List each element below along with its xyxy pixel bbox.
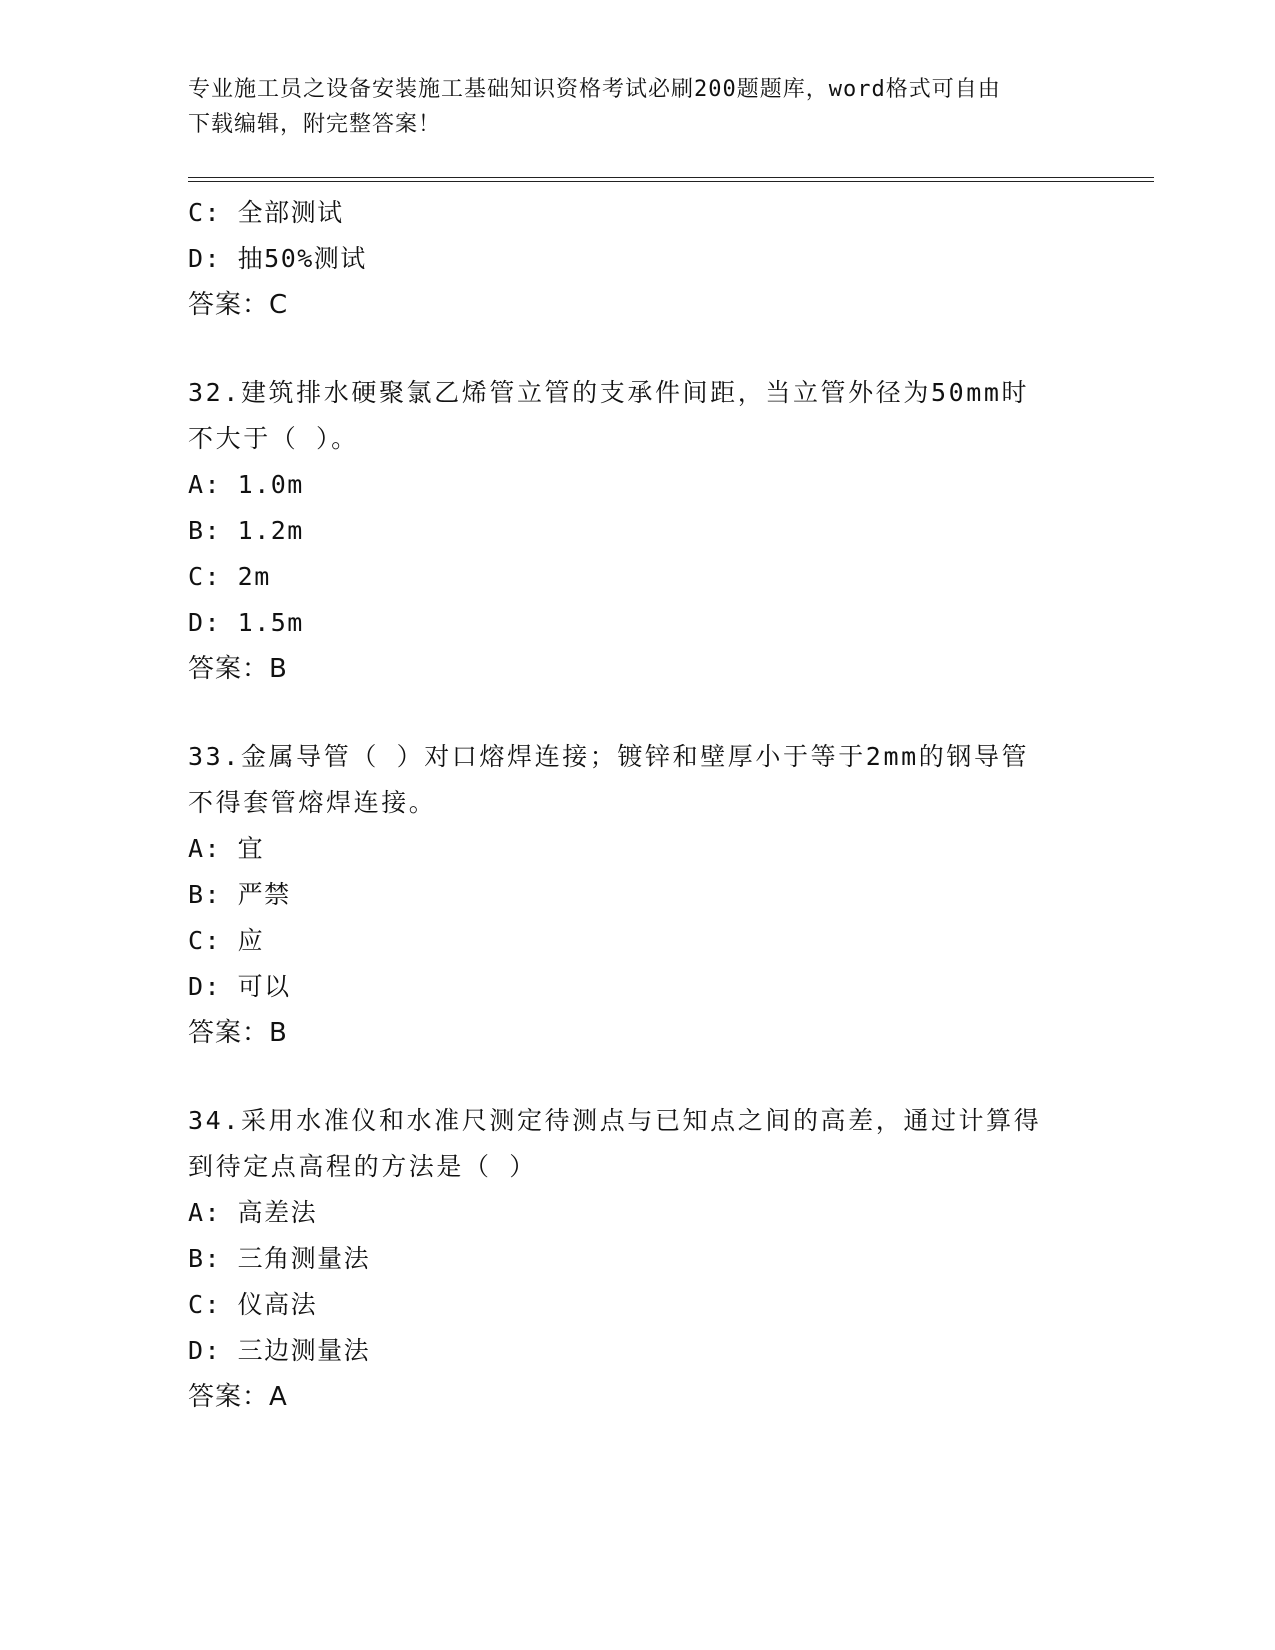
option-a: A: 1.0m [188, 470, 304, 499]
header-divider-bottom [188, 181, 1154, 182]
question-text-line-1: 33.金属导管（ ）对口熔焊连接；镀锌和壁厚小于等于2mm的钢导管 [188, 742, 1030, 771]
question-32 [188, 370, 1088, 692]
spacer [188, 692, 1088, 734]
header-divider-top [188, 177, 1154, 178]
option-b: B: 严禁 [188, 880, 291, 909]
answer: 答案：B [188, 1018, 288, 1048]
option-c: C: 全部测试 [188, 198, 344, 227]
spacer [188, 1056, 1088, 1098]
option-d: D: 抽50%测试 [188, 244, 367, 273]
option-c: C: 2m [188, 562, 271, 591]
question-33 [188, 734, 1088, 1056]
option-a: A: 高差法 [188, 1198, 318, 1227]
option-c: C: 仪高法 [188, 1290, 318, 1319]
option-d: D: 三边测量法 [188, 1336, 371, 1365]
question-text-line-1: 34.采用水准仪和水准尺测定待测点与已知点之间的高差，通过计算得 [188, 1106, 1042, 1135]
option-b: B: 三角测量法 [188, 1244, 371, 1273]
question-34 [188, 1098, 1088, 1420]
header-line-1: 专业施工员之设备安装施工基础知识资格考试必刷200题题库，word格式可自由 [188, 77, 1001, 102]
spacer [188, 328, 1088, 370]
document-header [188, 72, 1068, 142]
question-text-line-2: 不得套管熔焊连接。 [188, 788, 437, 817]
option-d: D: 可以 [188, 972, 291, 1001]
question-text-line-1: 32.建筑排水硬聚氯乙烯管立管的支承件间距，当立管外径为50mm时 [188, 378, 1030, 407]
question-text-line-2: 到待定点高程的方法是（ ） [188, 1152, 537, 1181]
header-line-2: 下载编辑，附完整答案！ [188, 112, 442, 137]
question-text-line-2: 不大于（ ）。 [188, 424, 359, 453]
answer: 答案：C [188, 290, 289, 320]
question-31-tail [188, 190, 1088, 328]
option-a: A: 宜 [188, 834, 265, 863]
answer: 答案：A [188, 1382, 288, 1412]
question-list [188, 190, 1088, 1420]
option-d: D: 1.5m [188, 608, 304, 637]
option-b: B: 1.2m [188, 516, 304, 545]
option-c: C: 应 [188, 926, 265, 955]
answer: 答案：B [188, 654, 288, 684]
